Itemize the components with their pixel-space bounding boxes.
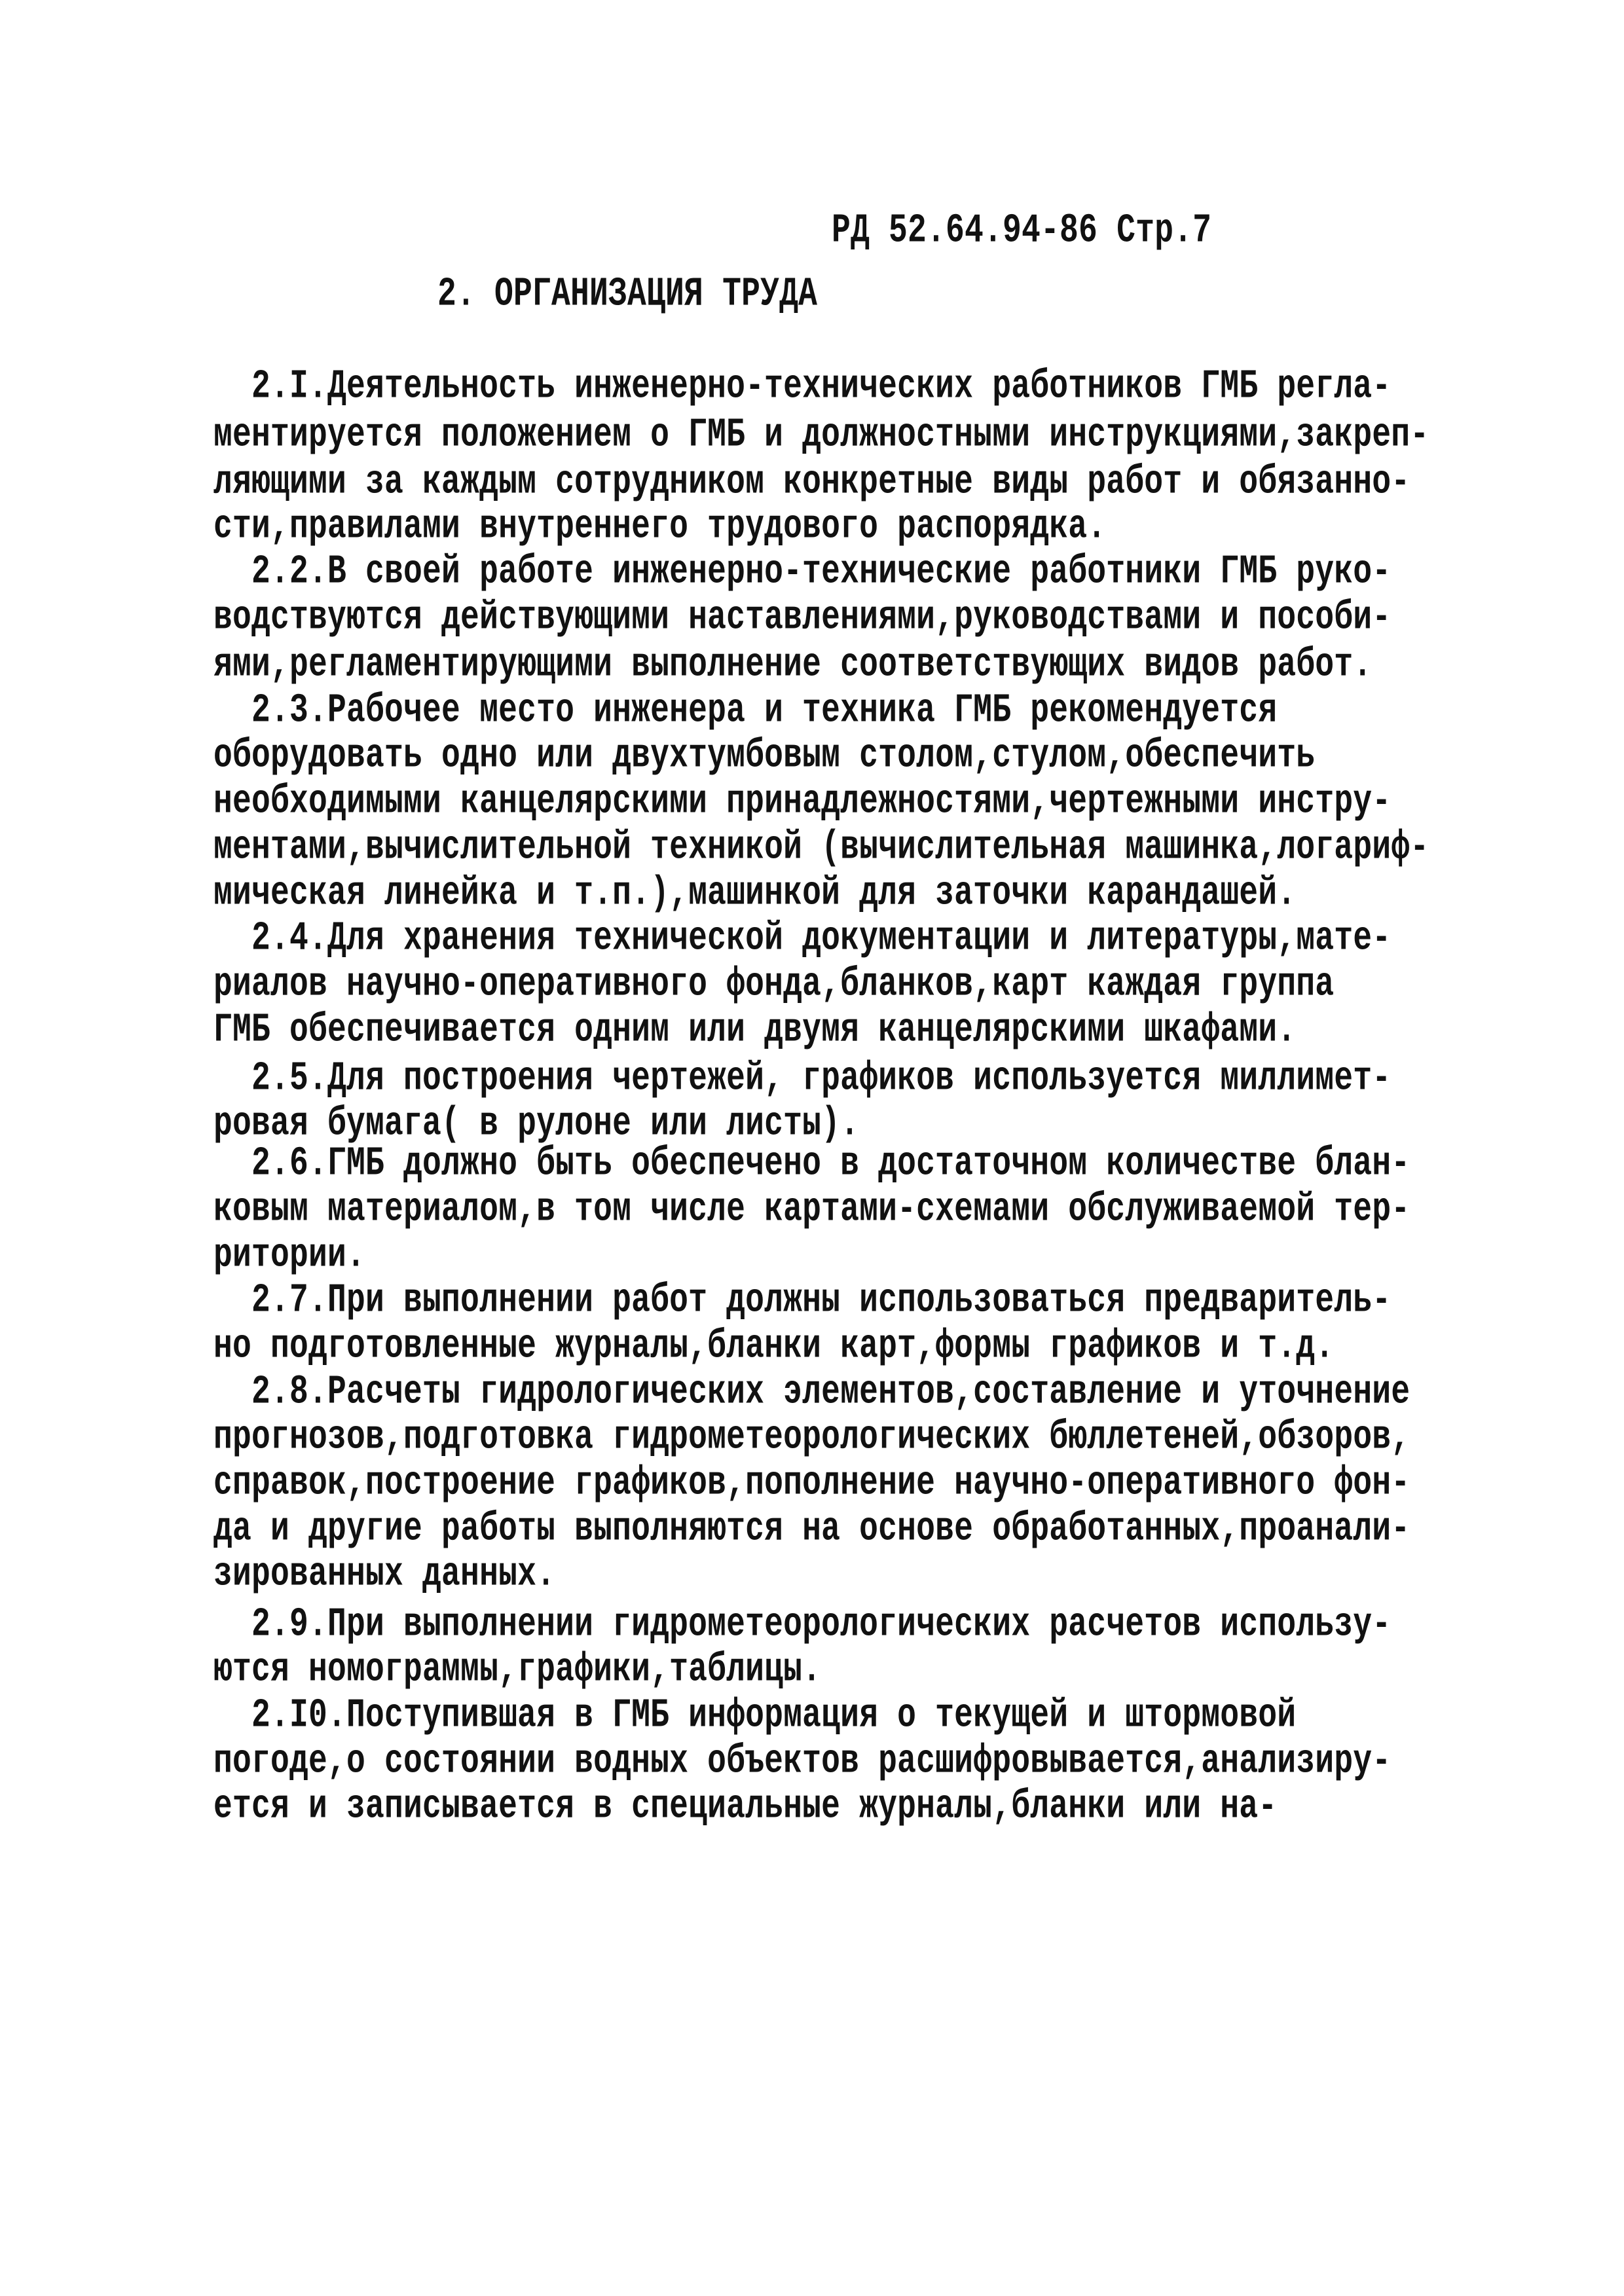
text-line: ется и записывается в специальные журналы,бланки или на- bbox=[213, 1783, 1278, 1831]
text-line: сти,правилами внутреннего трудового распорядка. bbox=[213, 503, 1107, 551]
text-line: риалов научно-оперативного фонда,бланков,карт каждая группа bbox=[213, 961, 1335, 1008]
text-line: зированных данных. bbox=[213, 1551, 556, 1598]
text-line: 2.I.Деятельность инженерно-технических работников ГМБ регла- bbox=[213, 363, 1392, 410]
text-line: 2.4.Для хранения технической документации и литературы,мате- bbox=[213, 915, 1392, 962]
text-line: 2.7.При выполнении работ должны использоваться предваритель- bbox=[213, 1277, 1392, 1324]
text-line: ляющими за каждым сотрудником конкретные виды работ и обязанно- bbox=[213, 459, 1411, 506]
text-line: ровая бумага( в рулоне или листы). bbox=[213, 1101, 860, 1148]
text-line: ГМБ обеспечивается одним или двумя канцелярскими шкафами. bbox=[213, 1007, 1297, 1054]
text-line: мическая линейка и т.п.),машинкой для заточки карандашей. bbox=[213, 870, 1297, 917]
text-line: 2.9.При выполнении гидрометеорологических расчетов использу- bbox=[213, 1601, 1392, 1649]
text-line: ментируется положением о ГМБ и должностными инструкциями,закреп- bbox=[213, 412, 1430, 459]
text-line: ритории. bbox=[213, 1232, 366, 1279]
text-line: справок,построение графиков,пополнение научно-оперативного фон- bbox=[213, 1460, 1411, 1507]
text-line: ковым материалом,в том числе картами-схемами обслуживаемой тер- bbox=[213, 1186, 1411, 1233]
text-line: оборудовать одно или двухтумбовым столом,стулом,обеспечить bbox=[213, 733, 1316, 780]
text-line: но подготовленные журналы,бланки карт,формы графиков и т.д. bbox=[213, 1323, 1335, 1370]
text-line: ментами,вычислительной техникой (вычислительная машинка,логариф- bbox=[213, 824, 1430, 871]
text-line: да и другие работы выполняются на основе обработанных,проанали- bbox=[213, 1506, 1411, 1553]
text-line: 2.3.Рабочее место инженера и техника ГМБ рекомендуется bbox=[213, 687, 1278, 735]
text-line: 2.2.В своей работе инженерно-технические работники ГМБ руко- bbox=[213, 549, 1392, 596]
text-line: водствуются действующими наставлениями,руководствами и пособи- bbox=[213, 594, 1392, 642]
text-line: необходимыми канцелярскими принадлежностями,чертежными инстру- bbox=[213, 778, 1392, 826]
text-line: 2.I0.Поступившая в ГМБ информация о текущей и штормовой bbox=[213, 1692, 1297, 1740]
text-line: прогнозов,подготовка гидрометеорологических бюллетеней,обзоров, bbox=[213, 1414, 1411, 1461]
text-line: ются номограммы,графики,таблицы. bbox=[213, 1647, 822, 1694]
text-line: погоде,о состоянии водных объектов расшифровывается,анализиру- bbox=[213, 1738, 1392, 1785]
text-line: 2.5.Для построения чертежей, графиков используется миллимет- bbox=[213, 1055, 1392, 1102]
page-header: РД 52.64.94-86 Стр.7 bbox=[832, 208, 1212, 255]
text-line: 2.8.Расчеты гидрологических элементов,составление и уточнение bbox=[213, 1369, 1411, 1416]
text-line: 2.6.ГМБ должно быть обеспечено в достаточном количестве блан- bbox=[213, 1140, 1411, 1188]
text-line: ями,регламентирующими выполнение соответствующих видов работ. bbox=[213, 642, 1373, 689]
section-title: 2. ОРГАНИЗАЦИЯ ТРУДА bbox=[437, 271, 818, 318]
